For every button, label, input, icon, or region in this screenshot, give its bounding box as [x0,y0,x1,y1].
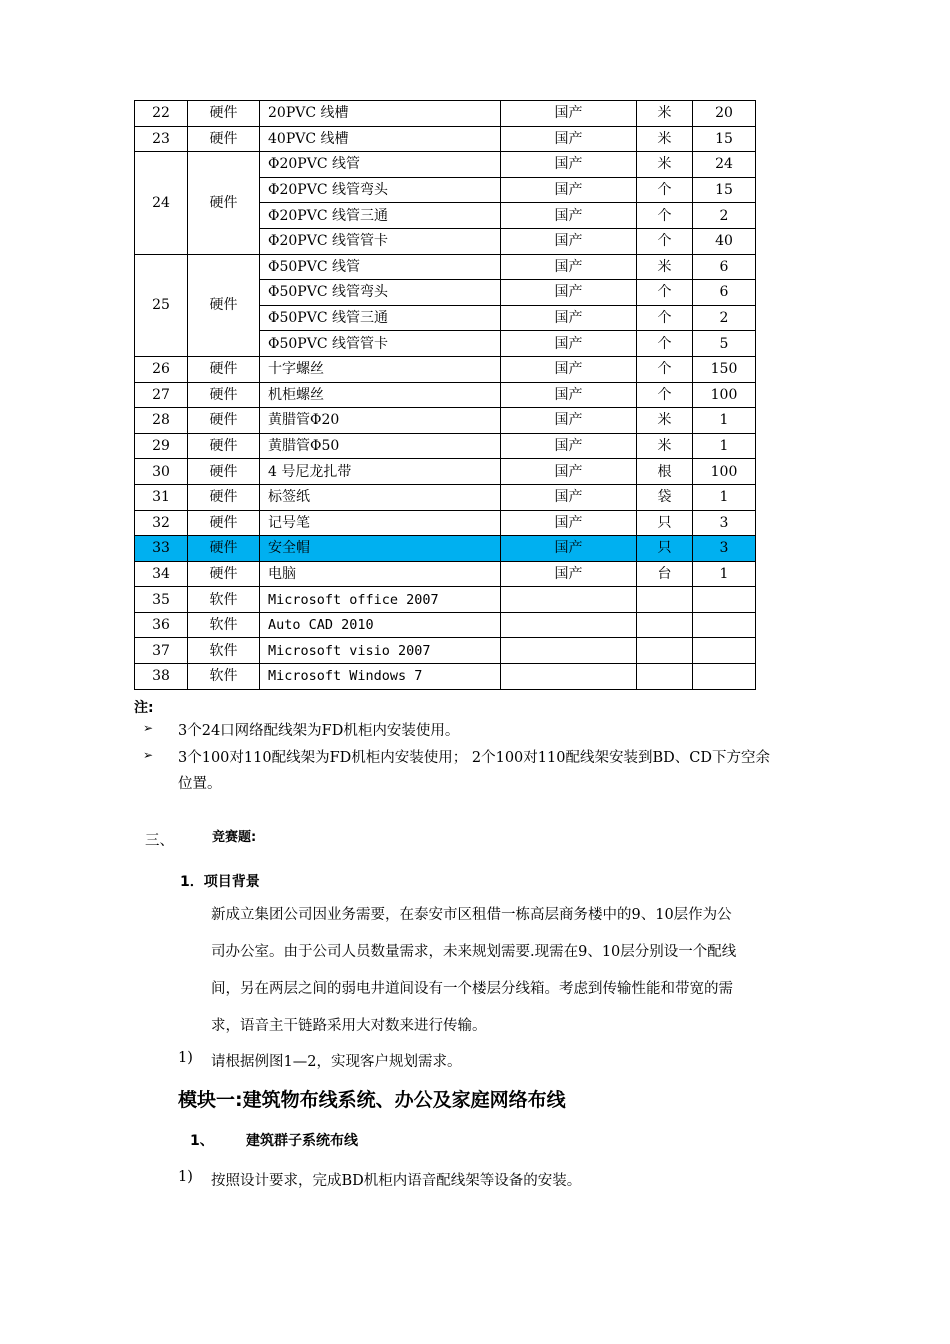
cell-no: 38 [135,664,188,690]
cell-qty: 2 [693,305,756,331]
table-row [135,254,756,280]
cell-name: Microsoft visio 2007 [260,638,501,664]
section-title: 竞赛题: [212,830,257,845]
table-row [135,408,756,434]
cell-name: Φ20PVC 线管弯头 [260,177,501,203]
module-title: 模块一:建筑物布线系统、办公及家庭网络布线 [178,1089,566,1111]
cell-unit: 个 [637,280,693,306]
cell-origin: 国产 [501,280,637,306]
cell-cat: 软件 [188,638,260,664]
cell-name: 电脑 [260,561,501,587]
cell-no: 33 [135,536,188,562]
cell-origin: 国产 [501,459,637,485]
cell-cat: 软件 [188,664,260,690]
cell-no: 31 [135,484,188,510]
table-row [135,382,756,408]
cell-unit: 米 [637,254,693,280]
background-line-1: 新成立集团公司因业务需要，在泰安市区租借一栋高层商务楼中的9、10层作为公 [211,907,732,923]
cell-qty: 24 [693,152,756,178]
cell-origin: 国产 [501,305,637,331]
cell-qty: 40 [693,228,756,254]
cell-unit: 米 [637,101,693,127]
cell-origin: 国产 [501,536,637,562]
cell-cat: 硬件 [188,382,260,408]
cell-unit: 个 [637,305,693,331]
cell-origin [501,612,637,638]
cell-cat: 软件 [188,612,260,638]
cell-qty: 15 [693,177,756,203]
cell-qty: 1 [693,484,756,510]
table-row [135,612,756,638]
table-row [135,561,756,587]
cell-no: 36 [135,612,188,638]
cell-qty: 100 [693,382,756,408]
cell-name: Φ50PVC 线管三通 [260,305,501,331]
materials-table [134,100,756,690]
cell-cat: 硬件 [188,561,260,587]
cell-unit [637,587,693,613]
cell-origin [501,587,637,613]
table-row [135,433,756,459]
cell-cat: 硬件 [188,484,260,510]
cell-name: 机柜螺丝 [260,382,501,408]
cell-qty: 3 [693,536,756,562]
cell-origin: 国产 [501,126,637,152]
table-row [135,638,756,664]
cell-origin: 国产 [501,254,637,280]
cell-unit: 个 [637,356,693,382]
cell-qty: 100 [693,459,756,485]
cell-name: Φ50PVC 线管弯头 [260,280,501,306]
cell-cat: 硬件 [188,254,260,356]
cell-qty: 20 [693,101,756,127]
cell-qty: 3 [693,510,756,536]
note-item-1: 3个24口网络配线架为FD机柜内安装使用。 [178,723,460,739]
cell-origin: 国产 [501,510,637,536]
note-item-2-line-2: 位置。 [178,776,222,792]
cell-no: 23 [135,126,188,152]
cell-unit [637,664,693,690]
cell-unit: 袋 [637,484,693,510]
cell-no: 32 [135,510,188,536]
cell-name: 安全帽 [260,536,501,562]
cell-qty: 15 [693,126,756,152]
cell-unit: 个 [637,382,693,408]
notes-label: 注: [134,700,154,716]
cell-qty: 1 [693,561,756,587]
cell-name: Φ20PVC 线管 [260,152,501,178]
module-sub-title: 建筑群子系统布线 [246,1133,358,1149]
background-item-number: 1) [178,1050,193,1066]
table-row [135,126,756,152]
cell-unit: 只 [637,510,693,536]
cell-origin: 国产 [501,561,637,587]
cell-unit [637,638,693,664]
cell-unit: 米 [637,408,693,434]
cell-origin [501,638,637,664]
cell-name: 4 号尼龙扎带 [260,459,501,485]
section-number: 三、 [145,833,174,849]
cell-name: Φ50PVC 线管管卡 [260,331,501,357]
module-item-number: 1) [178,1169,193,1185]
cell-qty [693,587,756,613]
cell-qty [693,612,756,638]
cell-cat: 硬件 [188,408,260,434]
materials-table-body [135,101,756,690]
cell-origin [501,664,637,690]
cell-qty [693,638,756,664]
cell-qty: 5 [693,331,756,357]
cell-unit: 米 [637,433,693,459]
bullet-arrow-icon: ➢ [143,748,154,762]
cell-unit: 个 [637,203,693,229]
cell-no: 29 [135,433,188,459]
background-line-4: 求，语音主干链路采用大对数来进行传输。 [211,1018,487,1034]
module-sub-number: 1、 [190,1133,214,1149]
cell-name: Microsoft office 2007 [260,587,501,613]
cell-name: Φ50PVC 线管 [260,254,501,280]
cell-cat: 软件 [188,587,260,613]
cell-origin: 国产 [501,484,637,510]
cell-name: 黄腊管Φ50 [260,433,501,459]
table-row [135,536,756,562]
cell-name: 标签纸 [260,484,501,510]
cell-no: 35 [135,587,188,613]
cell-no: 30 [135,459,188,485]
cell-name: Φ20PVC 线管三通 [260,203,501,229]
background-heading: 1．项目背景 [180,874,260,890]
table-row [135,101,756,127]
cell-origin: 国产 [501,433,637,459]
cell-no: 34 [135,561,188,587]
cell-qty: 6 [693,254,756,280]
cell-unit: 根 [637,459,693,485]
cell-cat: 硬件 [188,459,260,485]
background-line-3: 间，另在两层之间的弱电井道间设有一个楼层分线箱。考虑到传输性能和带宽的需 [211,981,733,997]
cell-origin: 国产 [501,152,637,178]
cell-no: 26 [135,356,188,382]
cell-cat: 硬件 [188,152,260,254]
cell-no: 22 [135,101,188,127]
cell-origin: 国产 [501,382,637,408]
cell-origin: 国产 [501,408,637,434]
background-item-text: 请根据例图1—2，实现客户规划需求。 [211,1054,462,1070]
cell-qty: 1 [693,408,756,434]
cell-qty: 6 [693,280,756,306]
cell-name: 20PVC 线槽 [260,101,501,127]
cell-origin: 国产 [501,356,637,382]
cell-qty: 1 [693,433,756,459]
cell-cat: 硬件 [188,101,260,127]
cell-unit: 个 [637,331,693,357]
cell-origin: 国产 [501,331,637,357]
table-row [135,510,756,536]
cell-name: 黄腊管Φ20 [260,408,501,434]
cell-name: 40PVC 线槽 [260,126,501,152]
cell-unit [637,612,693,638]
cell-name: 记号笔 [260,510,501,536]
cell-unit: 米 [637,152,693,178]
table-row [135,459,756,485]
table-row [135,152,756,178]
cell-unit: 个 [637,177,693,203]
cell-origin: 国产 [501,203,637,229]
note-item-2-line-1: 3个100对110配线架为FD机柜内安装使用； 2个100对110配线架安装到BD、CD下方空余 [178,750,770,766]
cell-qty: 150 [693,356,756,382]
cell-cat: 硬件 [188,356,260,382]
cell-name: Microsoft Windows 7 [260,664,501,690]
cell-unit: 米 [637,126,693,152]
cell-no: 25 [135,254,188,356]
cell-unit: 只 [637,536,693,562]
cell-origin: 国产 [501,177,637,203]
cell-no: 27 [135,382,188,408]
cell-no: 37 [135,638,188,664]
cell-no: 28 [135,408,188,434]
table-row [135,484,756,510]
cell-cat: 硬件 [188,536,260,562]
cell-unit: 个 [637,228,693,254]
cell-origin: 国产 [501,101,637,127]
cell-cat: 硬件 [188,126,260,152]
background-line-2: 司办公室。由于公司人员数量需求，未来规划需要.现需在9、10层分别设一个配线 [211,944,737,960]
cell-name: Φ20PVC 线管管卡 [260,228,501,254]
cell-origin: 国产 [501,228,637,254]
cell-no: 24 [135,152,188,254]
cell-name: 十字螺丝 [260,356,501,382]
module-item-text: 按照设计要求，完成BD机柜内语音配线架等设备的安装。 [211,1173,582,1189]
cell-name: Auto CAD 2010 [260,612,501,638]
table-row [135,356,756,382]
table-row [135,587,756,613]
cell-unit: 台 [637,561,693,587]
cell-cat: 硬件 [188,433,260,459]
bullet-arrow-icon: ➢ [143,721,154,735]
table-row [135,664,756,690]
cell-qty [693,664,756,690]
cell-qty: 2 [693,203,756,229]
cell-cat: 硬件 [188,510,260,536]
